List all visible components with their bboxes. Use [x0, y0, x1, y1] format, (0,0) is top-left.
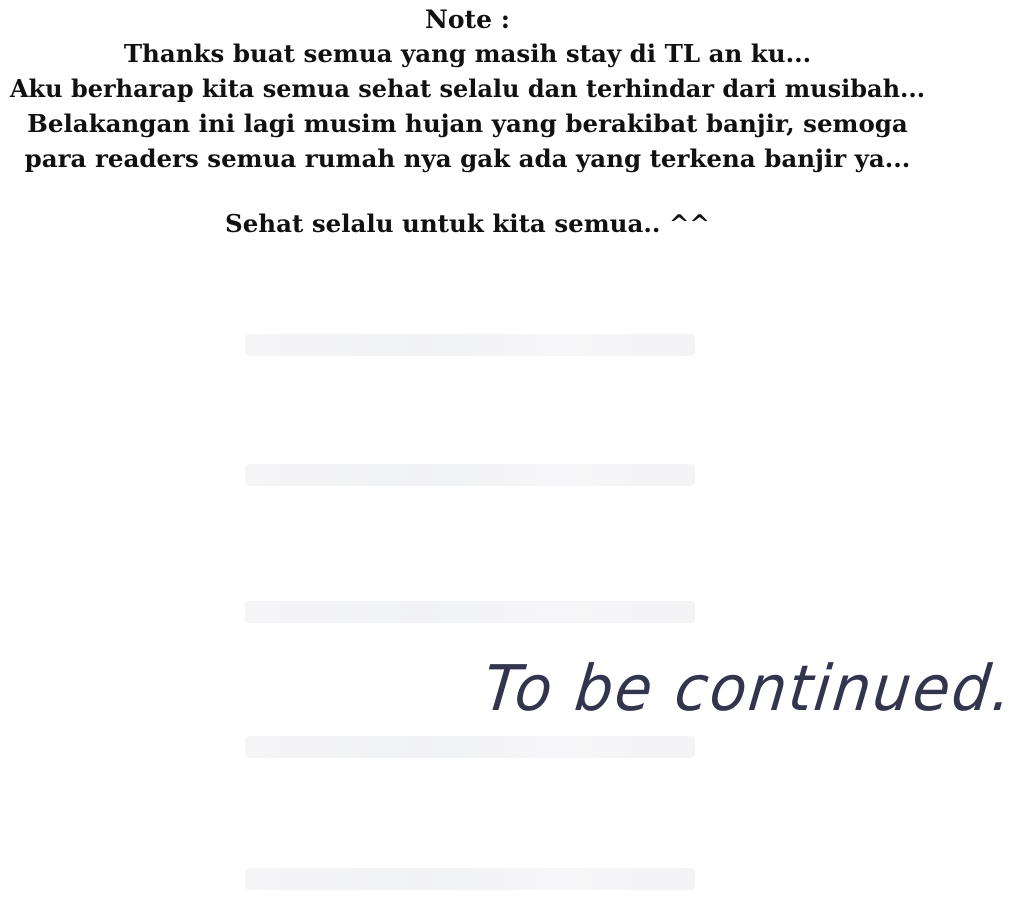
faded-watermark-line	[245, 464, 695, 486]
note-title: Note :	[425, 5, 510, 34]
author-note	[0, 4, 935, 241]
faded-watermark-line	[245, 868, 695, 890]
note-closing: Sehat selalu untuk kita semua.. ^^	[225, 209, 710, 238]
faded-watermark-line	[245, 334, 695, 356]
note-line-1: Thanks buat semua yang masih stay di TL an ku...	[123, 39, 812, 68]
note-line-4: para readers semua rumah nya gak ada yang terkena banjir ya...	[24, 144, 911, 173]
faded-watermark-line	[245, 736, 695, 758]
to-be-continued-text: To be continued.	[480, 652, 1017, 726]
note-line-3: Belakangan ini lagi musim hujan yang berakibat banjir, semoga	[27, 109, 908, 138]
note-line-2: Aku berharap kita semua sehat selalu dan terhindar dari musibah...	[9, 74, 926, 103]
faded-watermark-line	[245, 601, 695, 623]
